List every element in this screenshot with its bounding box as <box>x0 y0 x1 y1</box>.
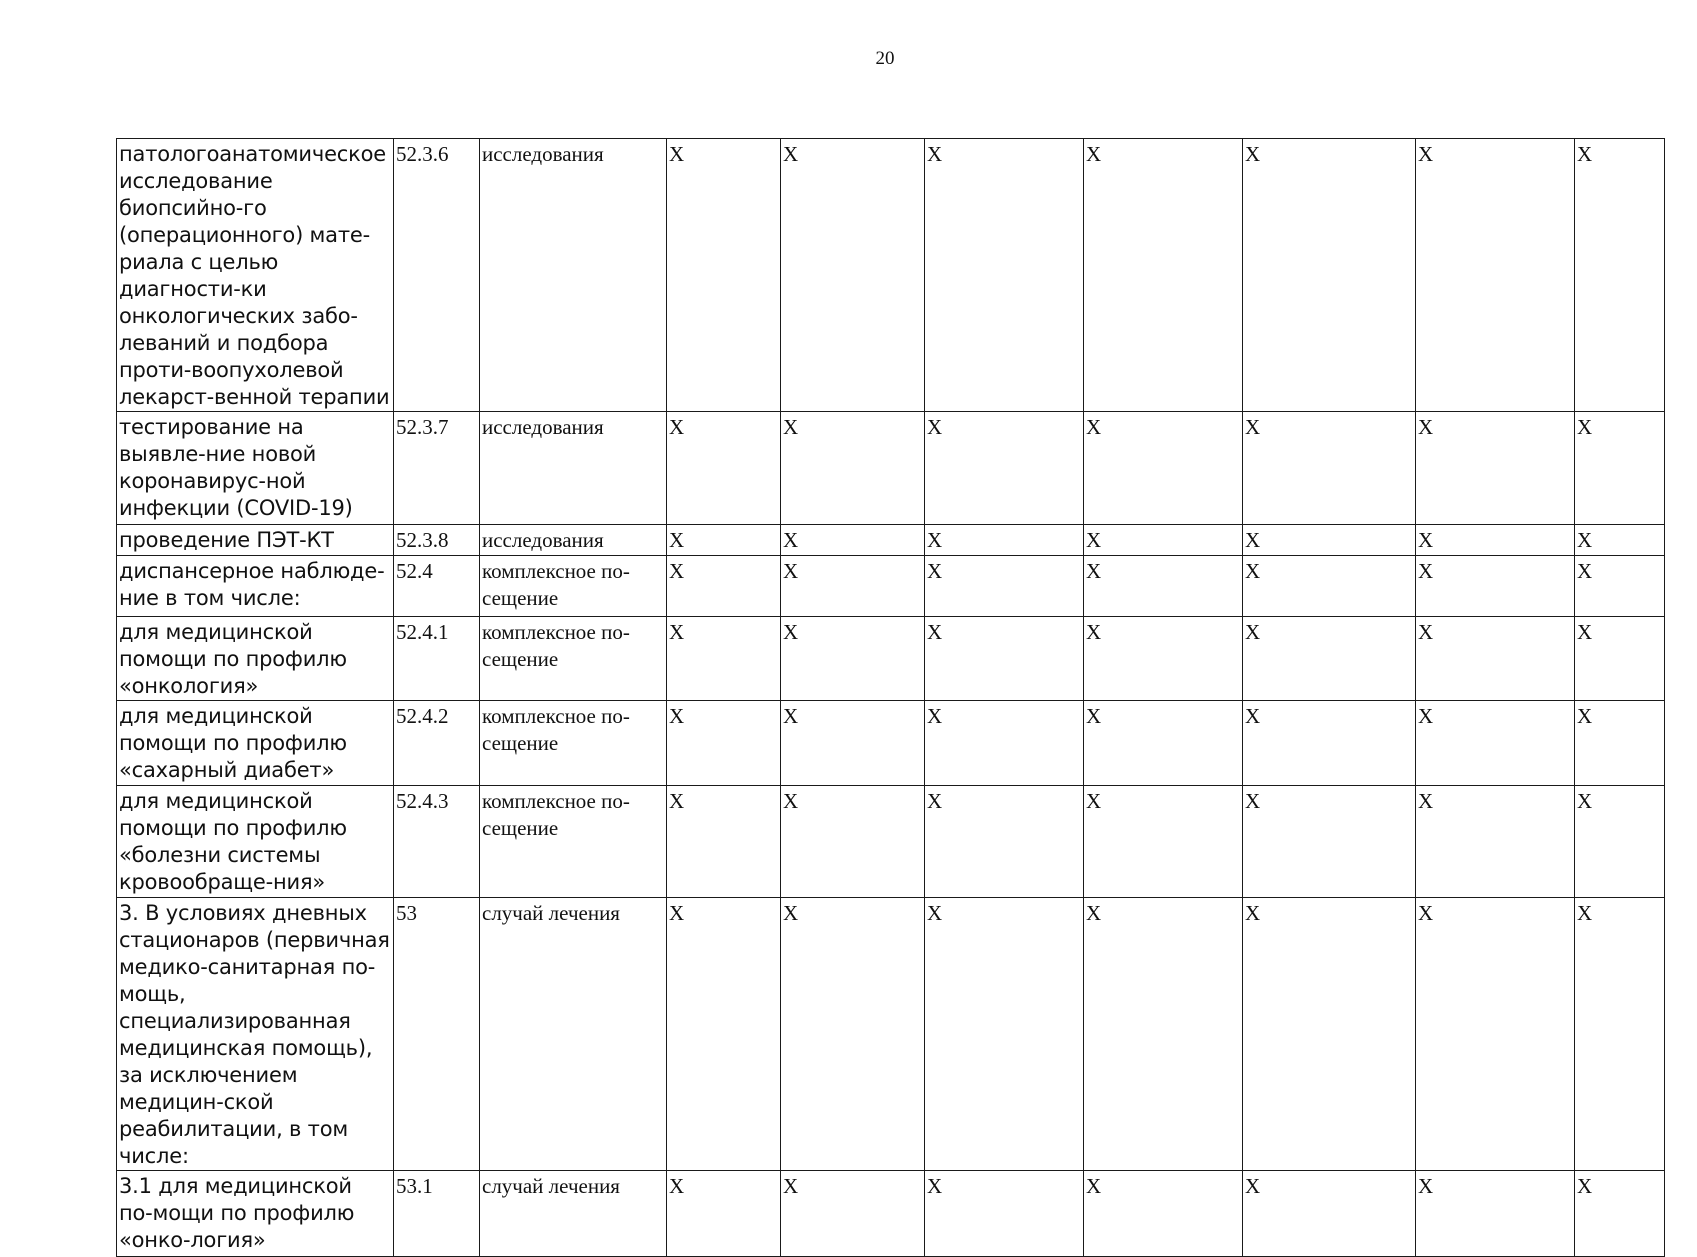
x-mark-cell: X <box>781 898 925 1171</box>
x-mark-cell: X <box>1084 701 1243 786</box>
x-mark-cell: X <box>781 786 925 898</box>
x-mark-cell: X <box>781 412 925 525</box>
row-name-cell: 3. В условиях дневных стационаров (первичная медико-санитарная по-мощь, специализированная медицинская помощь), за исключением медицин-ской реабилитации, в том числе: <box>117 898 394 1171</box>
row-unit-cell: комплексное по-сещение <box>480 701 667 786</box>
x-mark-cell: X <box>1243 786 1416 898</box>
x-mark-cell: X <box>1575 412 1665 525</box>
x-mark-cell: X <box>667 898 781 1171</box>
x-mark-cell: X <box>1575 139 1665 412</box>
x-mark-cell: X <box>1575 556 1665 617</box>
x-mark-cell: X <box>925 412 1084 525</box>
x-mark-cell: X <box>781 617 925 701</box>
x-mark-cell: X <box>667 139 781 412</box>
services-table <box>116 138 1665 1257</box>
x-mark-cell: X <box>1084 898 1243 1171</box>
row-name-cell: для медицинской помощи по профилю «онкология» <box>117 617 394 701</box>
x-mark-cell: X <box>1416 525 1575 556</box>
x-mark-cell: X <box>1243 898 1416 1171</box>
x-mark-cell: X <box>925 1171 1084 1257</box>
table-row <box>117 139 1665 412</box>
x-mark-cell: X <box>925 556 1084 617</box>
row-unit-cell: случай лечения <box>480 898 667 1171</box>
x-mark-cell: X <box>781 139 925 412</box>
x-mark-cell: X <box>1416 898 1575 1171</box>
x-mark-cell: X <box>1575 1171 1665 1257</box>
row-unit-cell: комплексное по-сещение <box>480 556 667 617</box>
row-unit-cell: случай лечения <box>480 1171 667 1257</box>
x-mark-cell: X <box>667 701 781 786</box>
x-mark-cell: X <box>1084 139 1243 412</box>
x-mark-cell: X <box>1416 139 1575 412</box>
table-body <box>117 139 1665 1257</box>
x-mark-cell: X <box>1243 139 1416 412</box>
page-number: 20 <box>875 48 895 69</box>
x-mark-cell: X <box>1243 412 1416 525</box>
x-mark-cell: X <box>667 556 781 617</box>
x-mark-cell: X <box>1416 556 1575 617</box>
x-mark-cell: X <box>1575 525 1665 556</box>
table-row <box>117 786 1665 898</box>
row-name-cell: диспансерное наблюде-ние в том числе: <box>117 556 394 617</box>
x-mark-cell: X <box>1575 701 1665 786</box>
row-name-cell: проведение ПЭТ-КТ <box>117 525 394 556</box>
table-row <box>117 412 1665 525</box>
row-code-cell: 52.3.8 <box>394 525 480 556</box>
x-mark-cell: X <box>667 617 781 701</box>
x-mark-cell: X <box>925 898 1084 1171</box>
x-mark-cell: X <box>925 617 1084 701</box>
table-row <box>117 701 1665 786</box>
row-code-cell: 52.4.3 <box>394 786 480 898</box>
x-mark-cell: X <box>1084 786 1243 898</box>
x-mark-cell: X <box>1416 786 1575 898</box>
x-mark-cell: X <box>667 1171 781 1257</box>
x-mark-cell: X <box>1575 898 1665 1171</box>
row-unit-cell: исследования <box>480 139 667 412</box>
x-mark-cell: X <box>925 701 1084 786</box>
table-row <box>117 556 1665 617</box>
row-unit-cell: исследования <box>480 412 667 525</box>
row-name-cell: тестирование на выявле-ние новой коронавирус-ной инфекции (COVID-19) <box>117 412 394 525</box>
x-mark-cell: X <box>1243 701 1416 786</box>
x-mark-cell: X <box>1243 525 1416 556</box>
x-mark-cell: X <box>667 786 781 898</box>
x-mark-cell: X <box>1416 617 1575 701</box>
x-mark-cell: X <box>1243 617 1416 701</box>
row-unit-cell: исследования <box>480 525 667 556</box>
x-mark-cell: X <box>1084 1171 1243 1257</box>
row-code-cell: 52.4 <box>394 556 480 617</box>
x-mark-cell: X <box>1084 412 1243 525</box>
x-mark-cell: X <box>925 139 1084 412</box>
x-mark-cell: X <box>667 525 781 556</box>
table-row <box>117 898 1665 1171</box>
x-mark-cell: X <box>781 556 925 617</box>
table-row <box>117 1171 1665 1257</box>
x-mark-cell: X <box>1416 412 1575 525</box>
row-code-cell: 53 <box>394 898 480 1171</box>
row-name-cell: для медицинской помощи по профилю «болезни системы кровообраще-ния» <box>117 786 394 898</box>
row-unit-cell: комплексное по-сещение <box>480 617 667 701</box>
x-mark-cell: X <box>781 701 925 786</box>
x-mark-cell: X <box>1084 556 1243 617</box>
x-mark-cell: X <box>667 412 781 525</box>
x-mark-cell: X <box>1416 701 1575 786</box>
x-mark-cell: X <box>1243 556 1416 617</box>
table-row <box>117 525 1665 556</box>
x-mark-cell: X <box>925 525 1084 556</box>
x-mark-cell: X <box>925 786 1084 898</box>
row-code-cell: 52.3.6 <box>394 139 480 412</box>
table-row <box>117 617 1665 701</box>
x-mark-cell: X <box>1416 1171 1575 1257</box>
x-mark-cell: X <box>1084 525 1243 556</box>
row-name-cell: 3.1 для медицинской по-мощи по профилю «онко-логия» <box>117 1171 394 1257</box>
row-unit-cell: комплексное по-сещение <box>480 786 667 898</box>
row-name-cell: патологоанатомическое исследование биопсийно-го (операционного) мате-риала с целью диагности-ки онкологических забо-леваний и подбора проти-воопухолевой лекарст-венной терапии <box>117 139 394 412</box>
row-name-cell: для медицинской помощи по профилю «сахарный диабет» <box>117 701 394 786</box>
row-code-cell: 52.4.1 <box>394 617 480 701</box>
row-code-cell: 52.4.2 <box>394 701 480 786</box>
row-code-cell: 52.3.7 <box>394 412 480 525</box>
x-mark-cell: X <box>1243 1171 1416 1257</box>
row-code-cell: 53.1 <box>394 1171 480 1257</box>
x-mark-cell: X <box>1084 617 1243 701</box>
x-mark-cell: X <box>781 525 925 556</box>
x-mark-cell: X <box>781 1171 925 1257</box>
x-mark-cell: X <box>1575 617 1665 701</box>
x-mark-cell: X <box>1575 786 1665 898</box>
